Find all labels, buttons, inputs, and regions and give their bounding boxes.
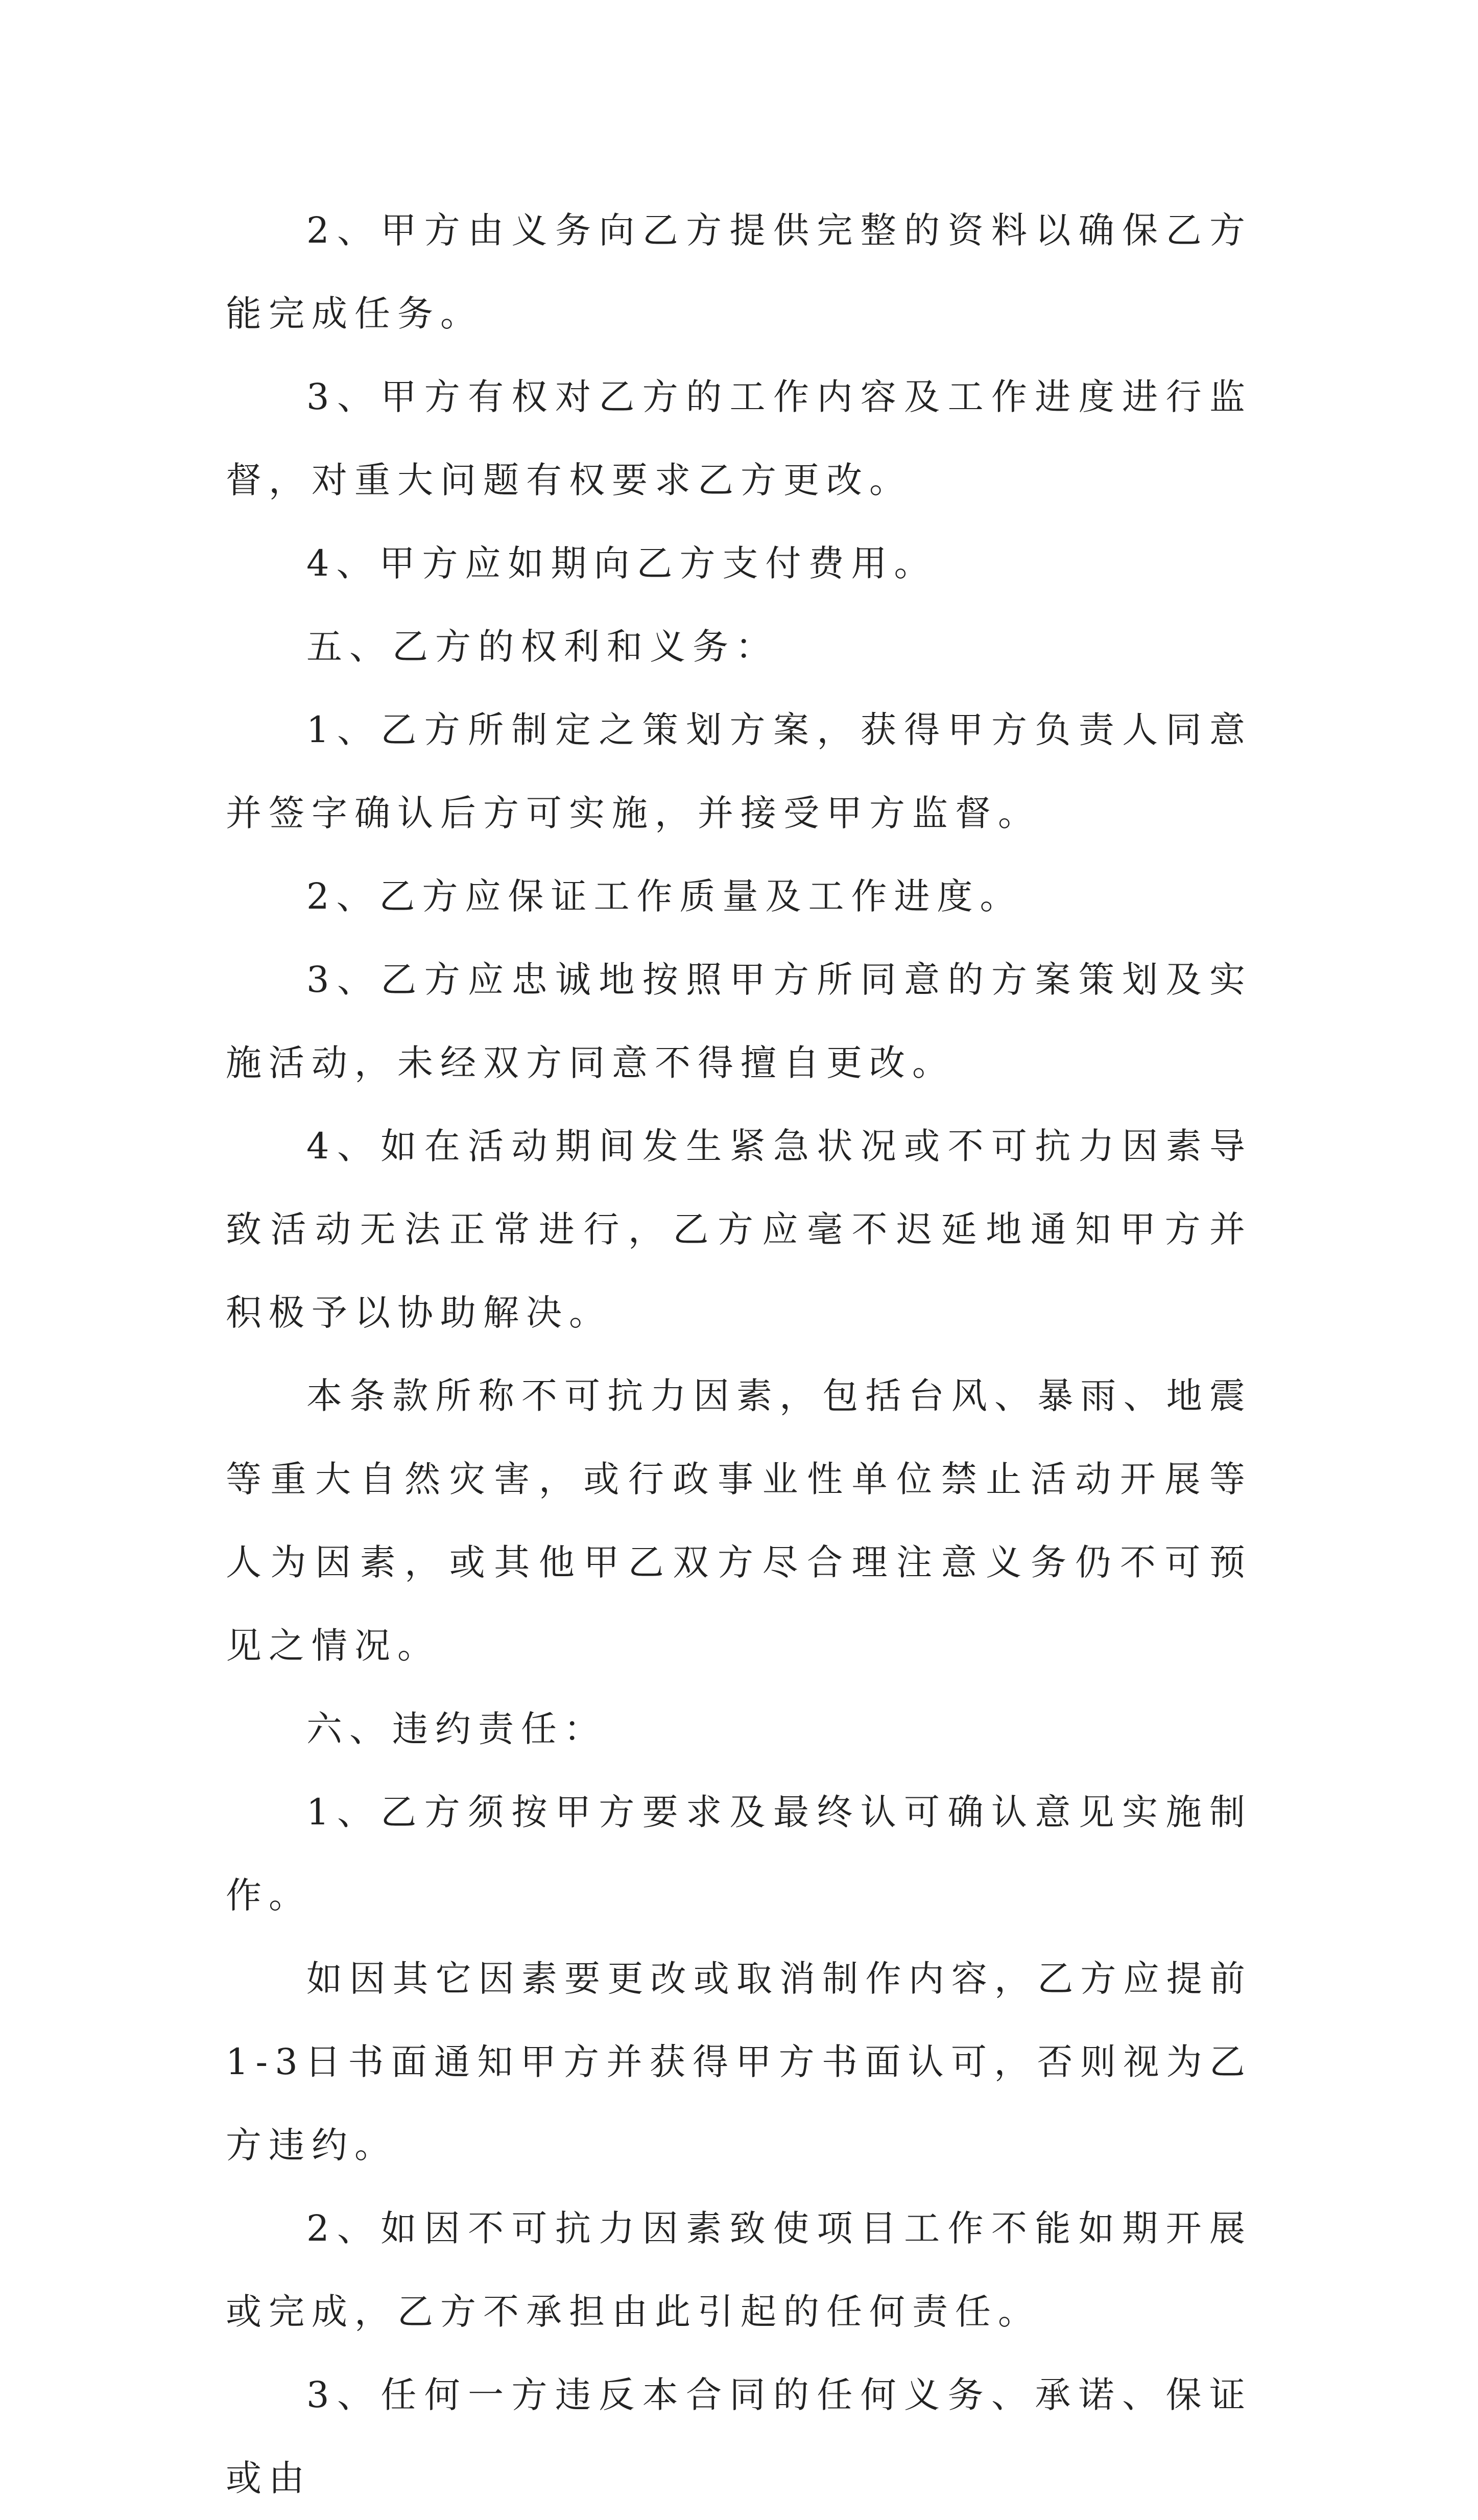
- document-body: [226, 189, 1252, 2520]
- section-heading-liability: 六、违约责任：: [306, 1708, 607, 1750]
- clause-liability-1-change-notice: 如因其它因素要更改或取消制作内容，乙方应提前1-3日书面通知甲方并获得甲方书面认可，否则视为乙方违约。: [226, 1958, 1252, 2166]
- clause-party-a-right-3: 3、甲方有权对乙方的工作内容及工作进度进行监督，对重大问题有权要求乙方更改。: [226, 376, 1252, 501]
- clause-liability-1: 1、乙方须按甲方要求及最终认可确认意见实施制作。: [226, 1791, 1252, 1916]
- clause-party-b-2: 2、乙方应保证工作质量及工作进度。: [306, 875, 1023, 917]
- clause-party-b-4: 4、如在活动期间发生紧急状况或不可抗力因素导致活动无法正常进行，乙方应毫不迟延地通知甲方并积极予以协助解决。: [226, 1125, 1252, 1334]
- clause-force-majeure-definition: 本条款所称不可抗力因素，包括台风、暴雨、地震等重大自然灾害，或行政事业性单位禁止活动开展等人为因素，或其他甲乙双方尽合理注意义务仍不可预见之情况。: [226, 1375, 1252, 1667]
- clause-party-a-duty-2: 2、甲方由义务向乙方提供完整的资料以确保乙方能完成任务。: [226, 209, 1252, 335]
- clause-liability-2: 2、如因不可抗力因素致使项目工作不能如期开展或完成，乙方不承担由此引起的任何责任。: [226, 2207, 1252, 2333]
- clause-party-a-payment-4: 4、甲方应如期向乙方支付费用。: [306, 542, 937, 584]
- section-heading-party-b-rights: 五、乙方的权利和义务：: [306, 626, 778, 668]
- clause-party-b-1: 1、乙方所制定之策划方案，获得甲方负责人同意并签字确认后方可实施，并接受甲方监督。: [226, 709, 1252, 834]
- clause-liability-3: 3、任何一方违反本合同的任何义务、承诺、保证或由: [226, 2374, 1252, 2499]
- clause-party-b-3: 3、乙方应忠诚地按照甲方所同意的方案策划及实施活动，未经双方同意不得擅自更改。: [226, 959, 1252, 1084]
